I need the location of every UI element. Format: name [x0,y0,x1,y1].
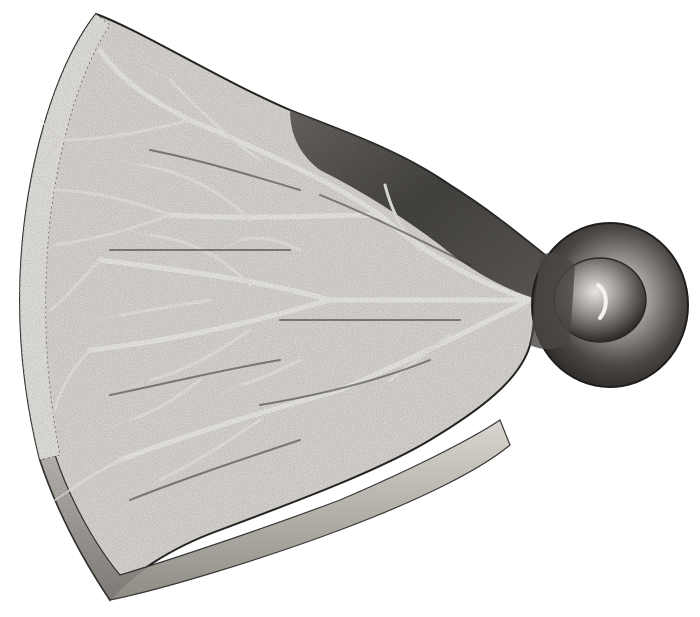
engraving-grain [20,14,545,600]
